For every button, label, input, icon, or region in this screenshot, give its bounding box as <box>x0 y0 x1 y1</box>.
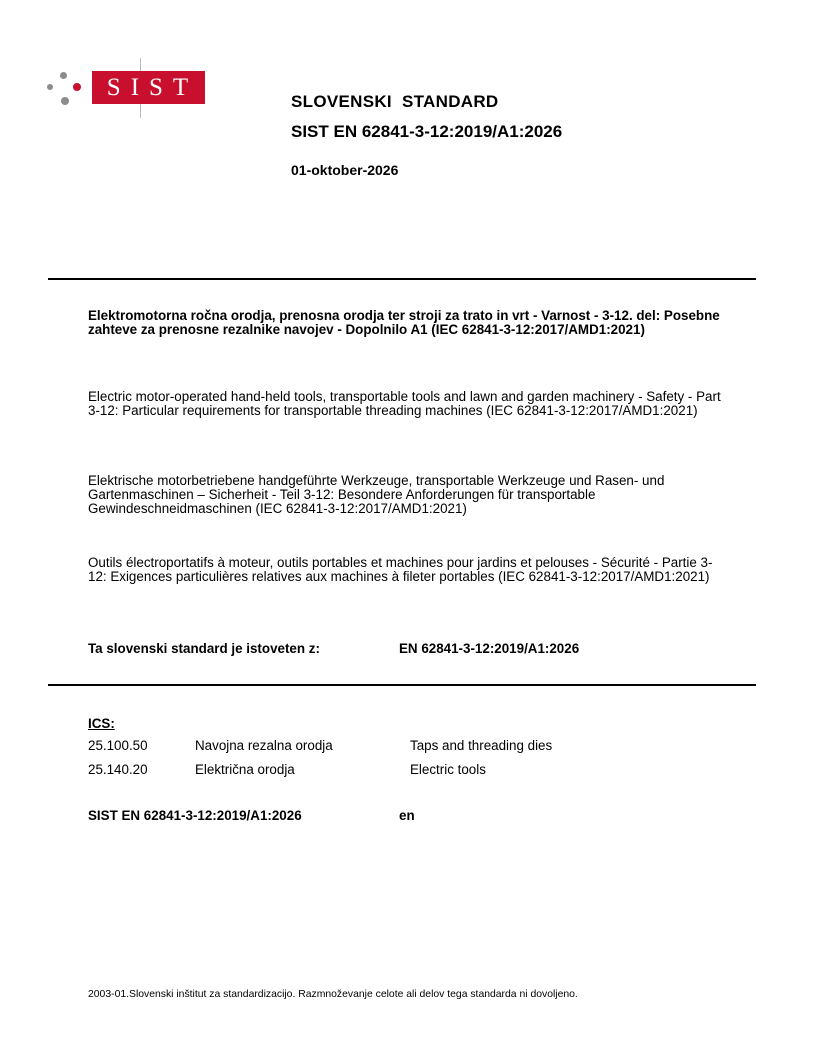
document-code: SIST EN 62841-3-12:2019/A1:2026 <box>88 808 302 823</box>
title-french: Outils électroportatifs à moteur, outils portables et machines pour jardins et pelouses - Sécurité - Partie 3-12: Exigences particulières relatives aux machines à fileter portables (IEC 62841-3-12:2017/AMD1:2021) <box>88 555 713 584</box>
logo-dot-left <box>47 84 53 90</box>
ics-description-en: Electric tools <box>410 762 486 777</box>
document-language: en <box>399 808 415 823</box>
identical-value: EN 62841-3-12:2019/A1:2026 <box>399 641 580 656</box>
divider-bottom <box>48 684 756 686</box>
standard-label: SLOVENSKI STANDARD <box>291 92 499 111</box>
ics-code: 25.100.50 <box>88 738 148 753</box>
ics-row <box>88 762 688 782</box>
title-slovenian: Elektromotorna ročna orodja, prenosna orodja ter stroji za trato in vrt - Varnost - 3-12. del: Posebne zahteve za prenosne rezalnike navojev - Dopolnilo A1 (IEC 62841-3-12:2017/AMD1:2021) <box>88 308 720 337</box>
ics-code: 25.140.20 <box>88 762 148 777</box>
ics-description-en: Taps and threading dies <box>410 738 553 753</box>
standard-code: SIST EN 62841-3-12:2019/A1:2026 <box>291 122 563 141</box>
sist-logo: SIST <box>92 71 205 104</box>
ics-description-sl: Navojna rezalna orodja <box>195 738 333 753</box>
divider-top <box>48 278 756 280</box>
ics-row <box>88 738 688 758</box>
publication-date: 01-oktober-2026 <box>291 162 399 178</box>
title-english: Electric motor-operated hand-held tools, transportable tools and lawn and garden machinery - Safety - Part 3-12: Particular requirements for transportable threading machines (IEC 62841-3-12:2017/AMD1:2021) <box>88 389 721 418</box>
title-german: Elektrische motorbetriebene handgeführte Werkzeuge, transportable Werkzeuge und Rasen- und Gartenmaschinen – Sicherheit - Teil 3-12: Besondere Anforderungen für transportable Gewindeschneidmaschinen (IEC 62841-3-12:2017/AMD1:2021) <box>88 473 665 516</box>
ics-description-sl: Električna orodja <box>195 762 295 777</box>
identical-label: Ta slovenski standard je istoveten z: <box>88 641 320 656</box>
sist-logo-dots <box>46 66 82 110</box>
copyright-notice: 2003-01.Slovenski inštitut za standardizacijo. Razmnoževanje celote ali delov tega standarda ni dovoljeno. <box>88 989 578 1000</box>
logo-dot-top <box>60 72 67 79</box>
ics-heading: ICS: <box>88 716 115 731</box>
logo-dot-bottom <box>61 97 69 105</box>
logo-dot-red <box>73 83 81 91</box>
